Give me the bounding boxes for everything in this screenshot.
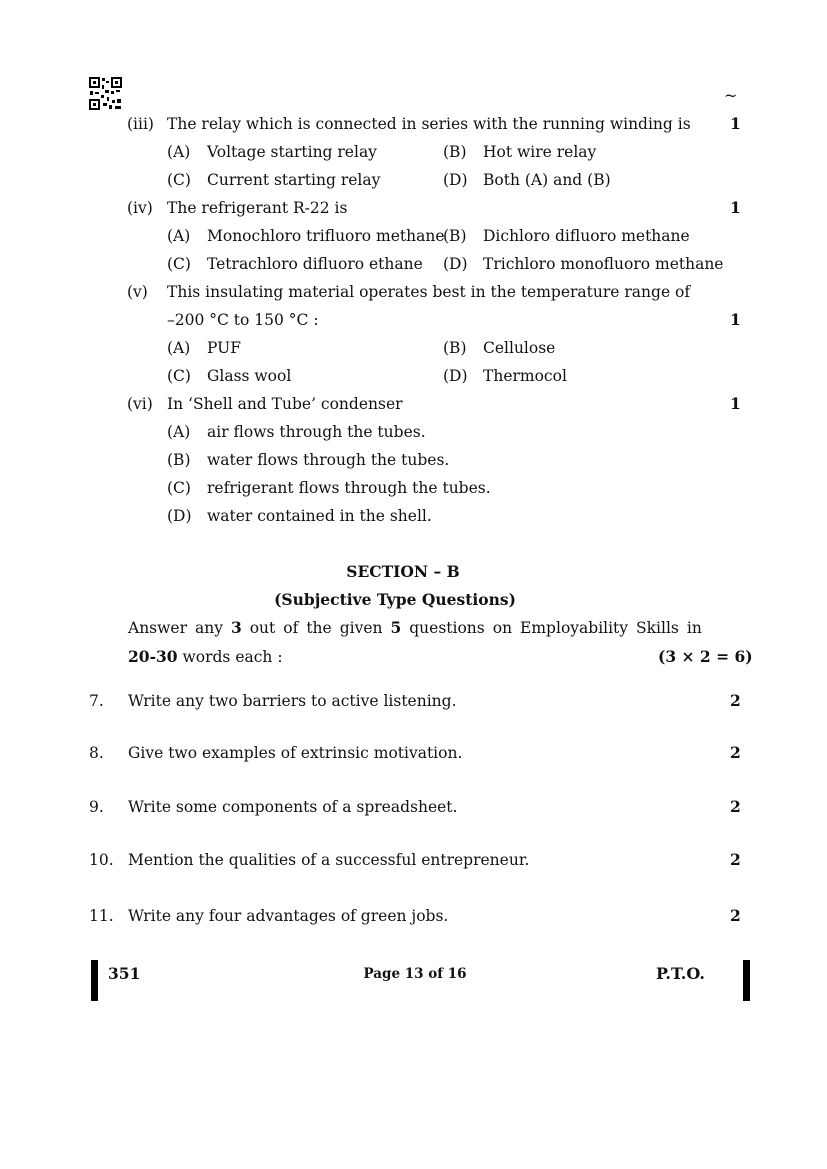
option-label: (B) [167, 451, 191, 469]
option-label: (C) [167, 479, 191, 497]
instr-word: of [283, 619, 299, 637]
question-number: 7. [89, 692, 104, 710]
question-marks: 2 [730, 691, 741, 710]
footer-code: 351 [108, 964, 141, 983]
option-label: (A) [167, 227, 191, 245]
option-text: Hot wire relay [483, 143, 597, 161]
question-number: 11. [89, 907, 114, 925]
question-marks: 1 [730, 114, 741, 133]
instr-word: questions [409, 619, 485, 637]
question-text: The refrigerant R-22 is [167, 199, 348, 217]
instr-word: Employability [520, 619, 629, 637]
option-text: water flows through the tubes. [207, 451, 450, 469]
option-label: (D) [443, 171, 468, 189]
question-marks: 1 [730, 310, 741, 329]
option-text: Voltage starting relay [207, 143, 377, 161]
question-text-continued: –200 °C to 150 °C : [167, 311, 319, 329]
question-text: Write any four advantages of green jobs. [128, 907, 449, 925]
instr-word: any [194, 619, 223, 637]
instr-number: 3 [230, 618, 242, 637]
question-marks: 2 [730, 850, 741, 869]
option-label: (B) [443, 227, 467, 245]
option-text: refrigerant flows through the tubes. [207, 479, 491, 497]
question-marks: 2 [730, 797, 741, 816]
footer-left-bar [91, 960, 98, 1001]
instr-word-count: 20-30 [128, 647, 178, 666]
question-text: Mention the qualities of a successful entrepreneur. [128, 851, 530, 869]
option-text: PUF [207, 339, 241, 357]
option-label: (B) [443, 339, 467, 357]
question-number: (vi) [127, 395, 153, 413]
option-text: Current starting relay [207, 171, 381, 189]
option-label: (A) [167, 423, 191, 441]
instr-word: Answer [128, 619, 187, 637]
question-number: 9. [89, 798, 104, 816]
option-label: (C) [167, 367, 191, 385]
footer-pto: P.T.O. [656, 964, 705, 983]
instr-word: out [249, 619, 276, 637]
question-number: 10. [89, 851, 114, 869]
instr-word: given [339, 619, 383, 637]
question-text: In ‘Shell and Tube’ condenser [167, 395, 403, 413]
question-marks: 1 [730, 394, 741, 413]
instr-word: the [306, 619, 332, 637]
instr-word: on [492, 619, 513, 637]
instr-word: in [686, 619, 702, 637]
question-number: 8. [89, 744, 104, 762]
section-subtitle: (Subjective Type Questions) [274, 590, 516, 609]
option-text: Tetrachloro difluoro ethane [207, 255, 423, 273]
question-text: The relay which is connected in series with the running winding is [167, 115, 691, 133]
question-text: This insulating material operates best in the temperature range of [167, 283, 691, 301]
question-number: (iii) [127, 115, 154, 133]
option-text: Cellulose [483, 339, 556, 357]
question-text: Give two examples of extrinsic motivation. [128, 744, 463, 762]
option-label: (D) [443, 367, 468, 385]
instr-number: 5 [390, 618, 402, 637]
option-label: (C) [167, 171, 191, 189]
question-number: (iv) [127, 199, 153, 217]
option-text: Dichloro difluoro methane [483, 227, 690, 245]
option-label: (C) [167, 255, 191, 273]
option-text: air flows through the tubes. [207, 423, 426, 441]
question-marks: 2 [730, 743, 741, 762]
question-text: Write some components of a spreadsheet. [128, 798, 458, 816]
option-text: Trichloro monofluoro methane [483, 255, 724, 273]
option-label: (B) [443, 143, 467, 161]
option-label: (A) [167, 339, 191, 357]
option-text: Thermocol [483, 367, 567, 385]
question-text: Write any two barriers to active listening. [128, 692, 457, 710]
section-title: SECTION – B [346, 562, 460, 581]
option-label: (A) [167, 143, 191, 161]
question-marks: 2 [730, 906, 741, 925]
qr-code-icon [89, 77, 122, 110]
question-marks: 1 [730, 198, 741, 217]
instr-word: Skills [636, 619, 679, 637]
section-instructions-line2 [128, 647, 283, 667]
question-number: (v) [127, 283, 148, 301]
option-text: Glass wool [207, 367, 292, 385]
option-text: Monochloro trifluoro methane [207, 227, 445, 245]
footer-page-number: Page 13 of 16 [363, 966, 467, 982]
header-tilde: ~ [724, 86, 738, 105]
option-label: (D) [167, 507, 192, 525]
option-label: (D) [443, 255, 468, 273]
instr-text: words each : [177, 648, 283, 666]
footer-right-bar [743, 960, 750, 1001]
option-text: Both (A) and (B) [483, 171, 611, 189]
option-text: water contained in the shell. [207, 507, 432, 525]
section-marks: (3 × 2 = 6) [658, 647, 753, 666]
section-instructions [128, 618, 702, 638]
